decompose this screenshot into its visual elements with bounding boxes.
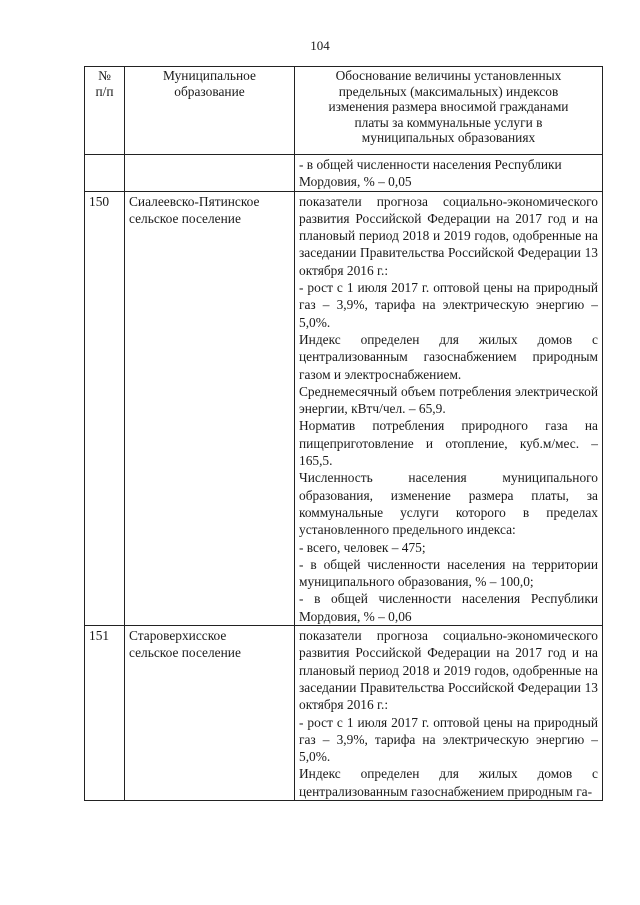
continuation-number-cell [85, 155, 125, 192]
header-number-line: № [98, 68, 111, 83]
page-number: 104 [310, 38, 330, 53]
header-justification-line: предельных (максимальных) индексов [338, 83, 559, 99]
continuation-text-cell [295, 155, 603, 192]
continuation-line: - в общей численности населения Республики [299, 157, 562, 172]
table-header-row [85, 67, 603, 155]
justification-paragraph: - всего, человек – 475; [299, 539, 426, 555]
header-municipality-line: Муниципальное [163, 68, 256, 83]
header-justification-line: Обоснование величины установленных [335, 68, 562, 83]
justification-paragraph: Численность населения муниципального образования, изменение размера платы, за коммунальные услуги которого в пределах установленного предельного индекса: [299, 470, 598, 538]
row-justification [295, 626, 603, 801]
header-justification [295, 67, 603, 155]
header-number [85, 67, 125, 155]
justification-paragraph: - рост с 1 июля 2017 г. оптовой цены на природный газ – 3,9%, тарифа на электрическую энергию – 5,0%. [299, 280, 598, 330]
justification-paragraph: Индекс определен для жилых домов с централизованным газоснабжением природным га- [299, 766, 598, 799]
table-row [85, 191, 603, 625]
municipality-name-line: сельское поселение [129, 210, 241, 226]
justification-paragraph: Среднемесячный объем потребления электрической энергии, кВтч/чел. – 65,9. [299, 383, 598, 417]
header-justification-line: муниципальных образованиях [361, 130, 536, 146]
index-justification-table [84, 66, 603, 801]
continuation-name-cell [125, 155, 295, 192]
municipality-name-line: Сиалеевско-Пятинское [129, 193, 260, 209]
justification-paragraph: показатели прогноза социально-экономического развития Российской Федерации на 2017 год и на плановый период 2018 и 2019 годов, одобренные на заседании Правительства Российской Федерации 13 октября 2016 г.: [299, 193, 598, 278]
justification-paragraph: - рост с 1 июля 2017 г. оптовой цены на природный газ – 3,9%, тарифа на электрическую энергию – 5,0%. [299, 714, 598, 765]
row-number: 151 [85, 626, 125, 801]
header-number-line: п/п [95, 83, 114, 99]
municipality-name-line: сельское поселение [129, 645, 241, 661]
justification-paragraph: Норматив потребления природного газа на пищеприготовление и отопление, куб.м/мес. – 165,5. [299, 418, 598, 469]
continuation-line: Мордовия, % – 0,05 [299, 174, 412, 190]
continuation-row [85, 155, 603, 192]
row-number: 150 [85, 191, 125, 625]
justification-paragraph: - в общей численности населения Республики Мордовия, % – 0,06 [299, 591, 598, 624]
header-municipality-line: образование [174, 83, 245, 99]
table-row [85, 626, 603, 801]
row-justification [295, 191, 603, 625]
header-justification-line: платы за коммунальные услуги в [354, 114, 543, 130]
justification-paragraph: показатели прогноза социально-экономического развития Российской Федерации на 2017 год и на плановый период 2018 и 2019 годов, одобренные на заседании Правительства Российской Федерации 13 октября 2016 г.: [299, 628, 598, 713]
row-municipality [125, 191, 295, 625]
row-municipality [125, 626, 295, 801]
municipality-name-line: Староверхисское [129, 628, 227, 644]
header-justification-line: изменения размера вносимой гражданами [328, 99, 569, 115]
justification-paragraph: Индекс определен для жилых домов с централизованным газоснабжением природным газом и электроснабжением. [299, 331, 598, 382]
justification-paragraph: - в общей численности населения на территории муниципального образования, % – 100,0; [299, 556, 598, 590]
header-municipality [125, 67, 295, 155]
